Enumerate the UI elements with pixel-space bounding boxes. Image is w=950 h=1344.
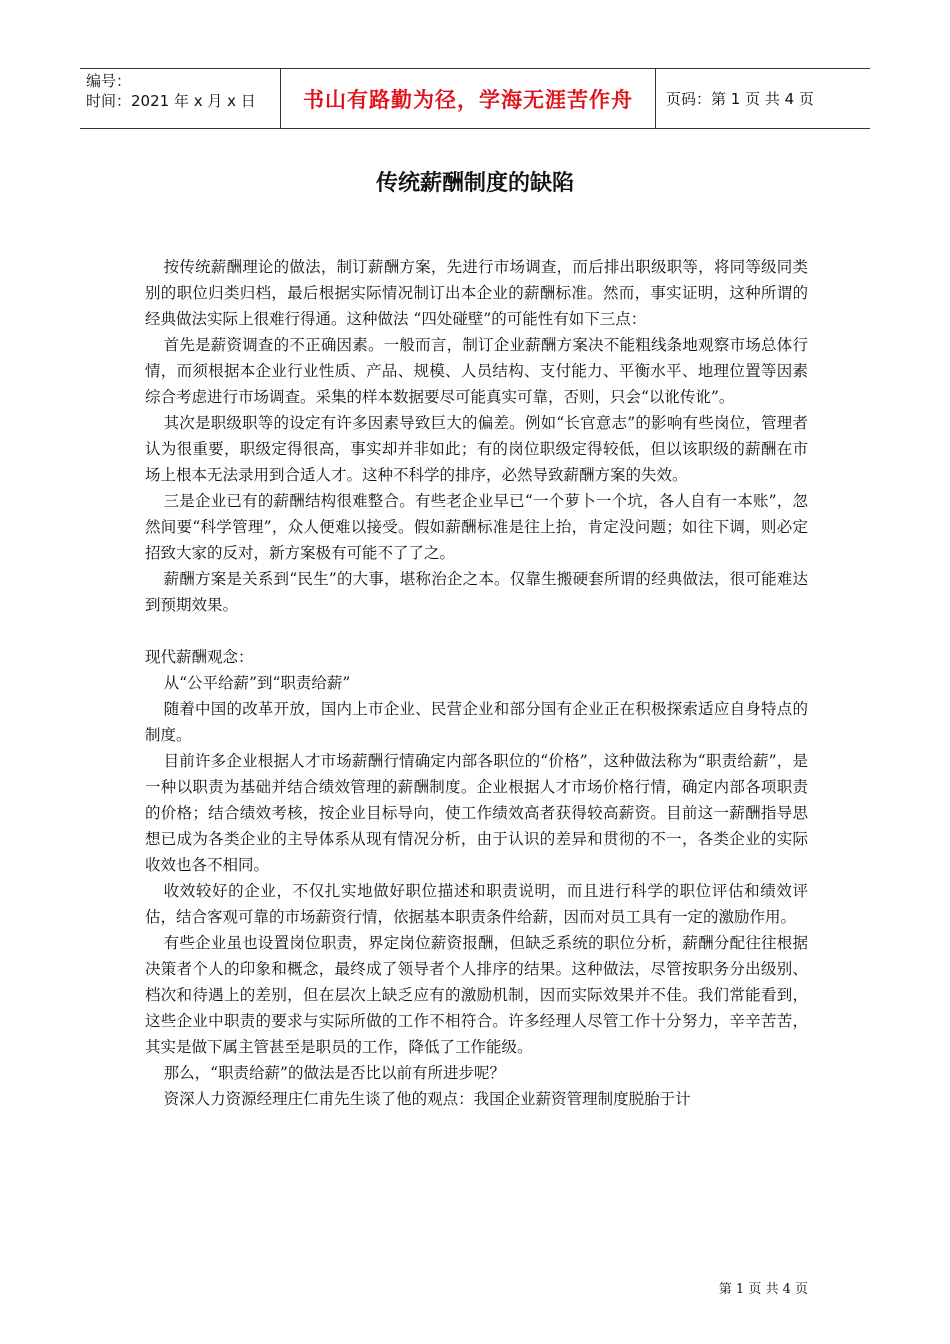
paragraph: 按传统薪酬理论的做法，制订薪酬方案，先进行市场调查，而后排出职级职等，将同等级同类别的职位归类归档，最后根据实际情况制订出本企业的薪酬标准。然而，事实证明，这种所谓的经典做法实际上很难行得通。这种做法 “四处碰壁”的可能性有如下三点： bbox=[145, 258, 808, 328]
document-date: 时间：2021 年 x 月 x 日 bbox=[86, 92, 256, 110]
document-body bbox=[145, 254, 808, 1112]
document-number: 编号： bbox=[86, 72, 132, 90]
paragraph: 那么，“职责给薪”的做法是否比以前有所进步呢？ bbox=[163, 1064, 505, 1082]
paragraph: 薪酬方案是关系到“民生”的大事，堪称治企之本。仅靠生搬硬套所谓的经典做法，很可能难达到预期效果。 bbox=[145, 570, 808, 614]
paragraph: 首先是薪资调查的不正确因素。一般而言，制订企业薪酬方案决不能粗线条地观察市场总体行情，而须根据本企业行业性质、产品、规模、人员结构、支付能力、平衡水平、地理位置等因素综合考虑进行市场调查。采集的样本数据要尽可能真实可靠，否则，只会“以讹传讹”。 bbox=[145, 336, 808, 406]
header-meta bbox=[80, 69, 280, 128]
page-footer: 第 1 页 共 4 页 bbox=[718, 1282, 808, 1297]
paragraph: 目前许多企业根据人才市场薪酬行情确定内部各职位的“价格”，这种做法称为“职责给薪”，是一种以职责为基础并结合绩效管理的薪酬制度。企业根据人才市场价格行情，确定内部各项职责的价格；结合绩效考核，按企业目标导向，使工作绩效高者获得较高薪资。目前这一薪酬指导思想已成为各类企业的主导体系从现有情况分析，由于认识的差异和贯彻的不一，各类企业的实际收效也各不相同。 bbox=[145, 752, 808, 874]
paragraph: 三是企业已有的薪酬结构很难整合。有些老企业早已“一个萝卜一个坑，各人自有一本账”，忽然间要“科学管理”，众人便难以接受。假如薪酬标准是往上抬，肯定没问题；如往下调，则必定招致大家的反对，新方案极有可能不了了之。 bbox=[145, 492, 808, 562]
paragraph: 有些企业虽也设置岗位职责，界定岗位薪资报酬，但缺乏系统的职位分析，薪酬分配往往根据决策者个人的印象和概念，最终成了领导者个人排序的结果。这种做法，尽管按职务分出级别、档次和待遇上的差别，但在层次上缺乏应有的激励机制，因而实际效果并不佳。我们常能看到，这些企业中职责的要求与实际所做的工作不相符合。许多经理人尽管工作十分努力，辛辛苦苦，其实是做下属主管甚至是职员的工作，降低了工作能级。 bbox=[145, 934, 808, 1056]
paragraph: 其次是职级职等的设定有许多因素导致巨大的偏差。例如“长官意志”的影响有些岗位，管理者认为很重要，职级定得很高，事实却并非如此；有的岗位职级定得较低，但以该职级的薪酬在市场上根本无法录用到合适人才。这种不科学的排序，必然导致薪酬方案的失效。 bbox=[145, 414, 808, 484]
paragraph: 随着中国的改革开放，国内上市企业、民营企业和部分国有企业正在积极探索适应自身特点的制度。 bbox=[145, 700, 808, 744]
section-label: 现代薪酬观念： bbox=[145, 648, 254, 666]
paragraph: 收效较好的企业，不仅扎实地做好职位描述和职责说明，而且进行科学的职位评估和绩效评估，结合客观可靠的市场薪资行情，依据基本职责条件给薪，因而对员工具有一定的激励作用。 bbox=[145, 882, 808, 926]
page-header bbox=[80, 68, 870, 129]
spacer bbox=[145, 618, 808, 644]
header-page-info: 页码：第 1 页 共 4 页 bbox=[666, 90, 814, 108]
header-motto: 书山有路勤为径，学海无涯苦作舟 bbox=[280, 69, 656, 128]
paragraph: 从“公平给薪”到“职责给薪” bbox=[163, 674, 351, 692]
document-title: 传统薪酬制度的缺陷 bbox=[375, 171, 574, 196]
paragraph: 资深人力资源经理庄仁甫先生谈了他的观点：我国企业薪资管理制度脱胎于计 bbox=[163, 1090, 691, 1108]
